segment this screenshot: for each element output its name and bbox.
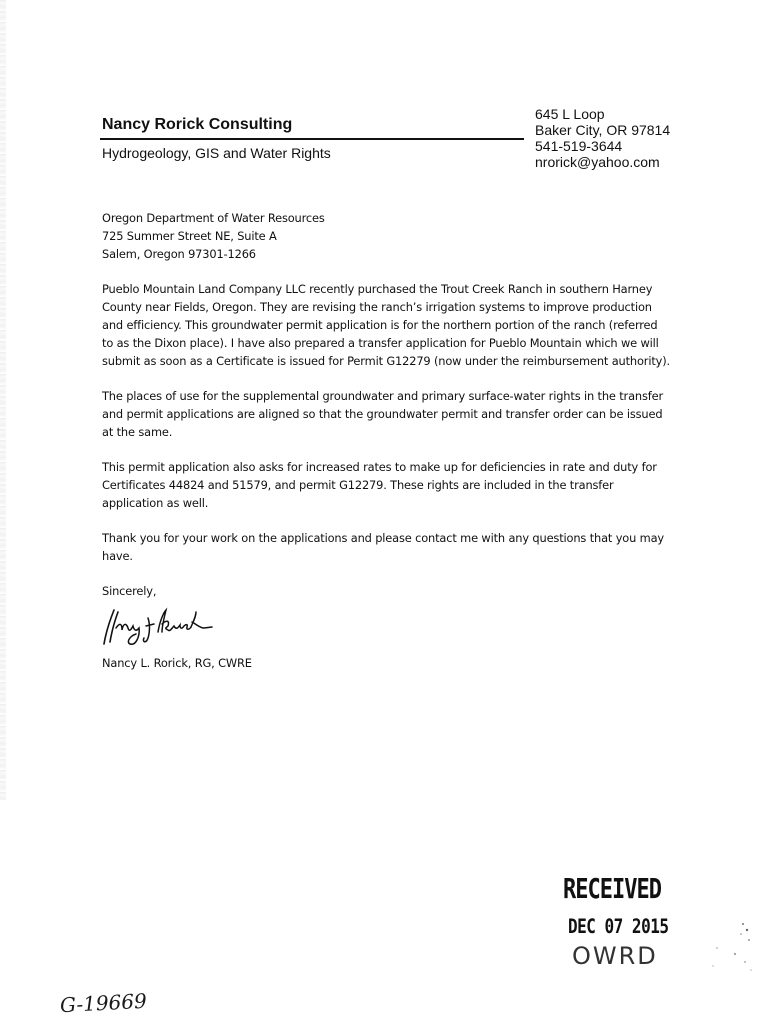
received-stamp-office: OWRD — [572, 942, 658, 970]
paragraph-places-of-use: The places of use for the supplemental groundwater and primary surface-water rights in the transfer and permit applications are aligned so that the groundwater permit and transfer order can be issued at the same. — [102, 389, 664, 439]
paragraph-thank-you: Thank you for your work on the applications and please contact me with any questions that you may have. — [102, 531, 665, 563]
scan-speckle — [705, 918, 765, 978]
paragraph-purchase: Pueblo Mountain Land Company LLC recently purchased the Trout Creek Ranch in southern Harney County near Fields, Oregon. They are revising the ranch’s irrigation systems to improve production and efficiency. This groundwater permit application is for the northern portion of the ranch (referred to as the Dixon place). I have also prepared a transfer application for Pueblo Mountain which we will submit as soon as a Certificate is issued for Permit G12279 (now under the reimbursement authority). — [102, 282, 671, 368]
received-stamp-title: RECEIVED — [563, 874, 661, 906]
recipient-organization: Oregon Department of Water Resources — [102, 211, 325, 225]
header-divider — [100, 138, 524, 140]
sender-street: 645 L Loop — [535, 106, 605, 122]
received-stamp-date: DEC 07 2015 — [568, 915, 669, 938]
scan-edge-artifact — [0, 0, 6, 800]
sender-address — [535, 106, 670, 170]
letter-body — [102, 209, 672, 672]
sender-city-state-zip: Baker City, OR 97814 — [535, 122, 671, 138]
sender-phone: 541-519-3644 — [535, 138, 623, 154]
recipient-city-state-zip: Salem, Oregon 97301-1266 — [102, 247, 256, 261]
company-tagline: Hydrogeology, GIS and Water Rights — [102, 145, 331, 161]
signer-name: Nancy L. Rorick, RG, CWRE — [102, 656, 252, 670]
handwritten-signature — [96, 598, 216, 654]
closing-salutation: Sincerely, — [102, 584, 157, 598]
paragraph-increased-rates: This permit application also asks for increased rates to make up for deficiencies in rate and duty for Certificates 44824 and 51579, and permit G12279. These rights are included in the transfer application as well. — [102, 460, 657, 510]
sender-email: nrorick@yahoo.com — [535, 154, 660, 170]
company-name: Nancy Rorick Consulting — [102, 116, 293, 133]
file-number-text: G-19669 — [59, 988, 148, 1018]
recipient-address — [102, 209, 672, 263]
handwritten-file-number — [58, 986, 148, 1020]
recipient-street: 725 Summer Street NE, Suite A — [102, 229, 277, 243]
